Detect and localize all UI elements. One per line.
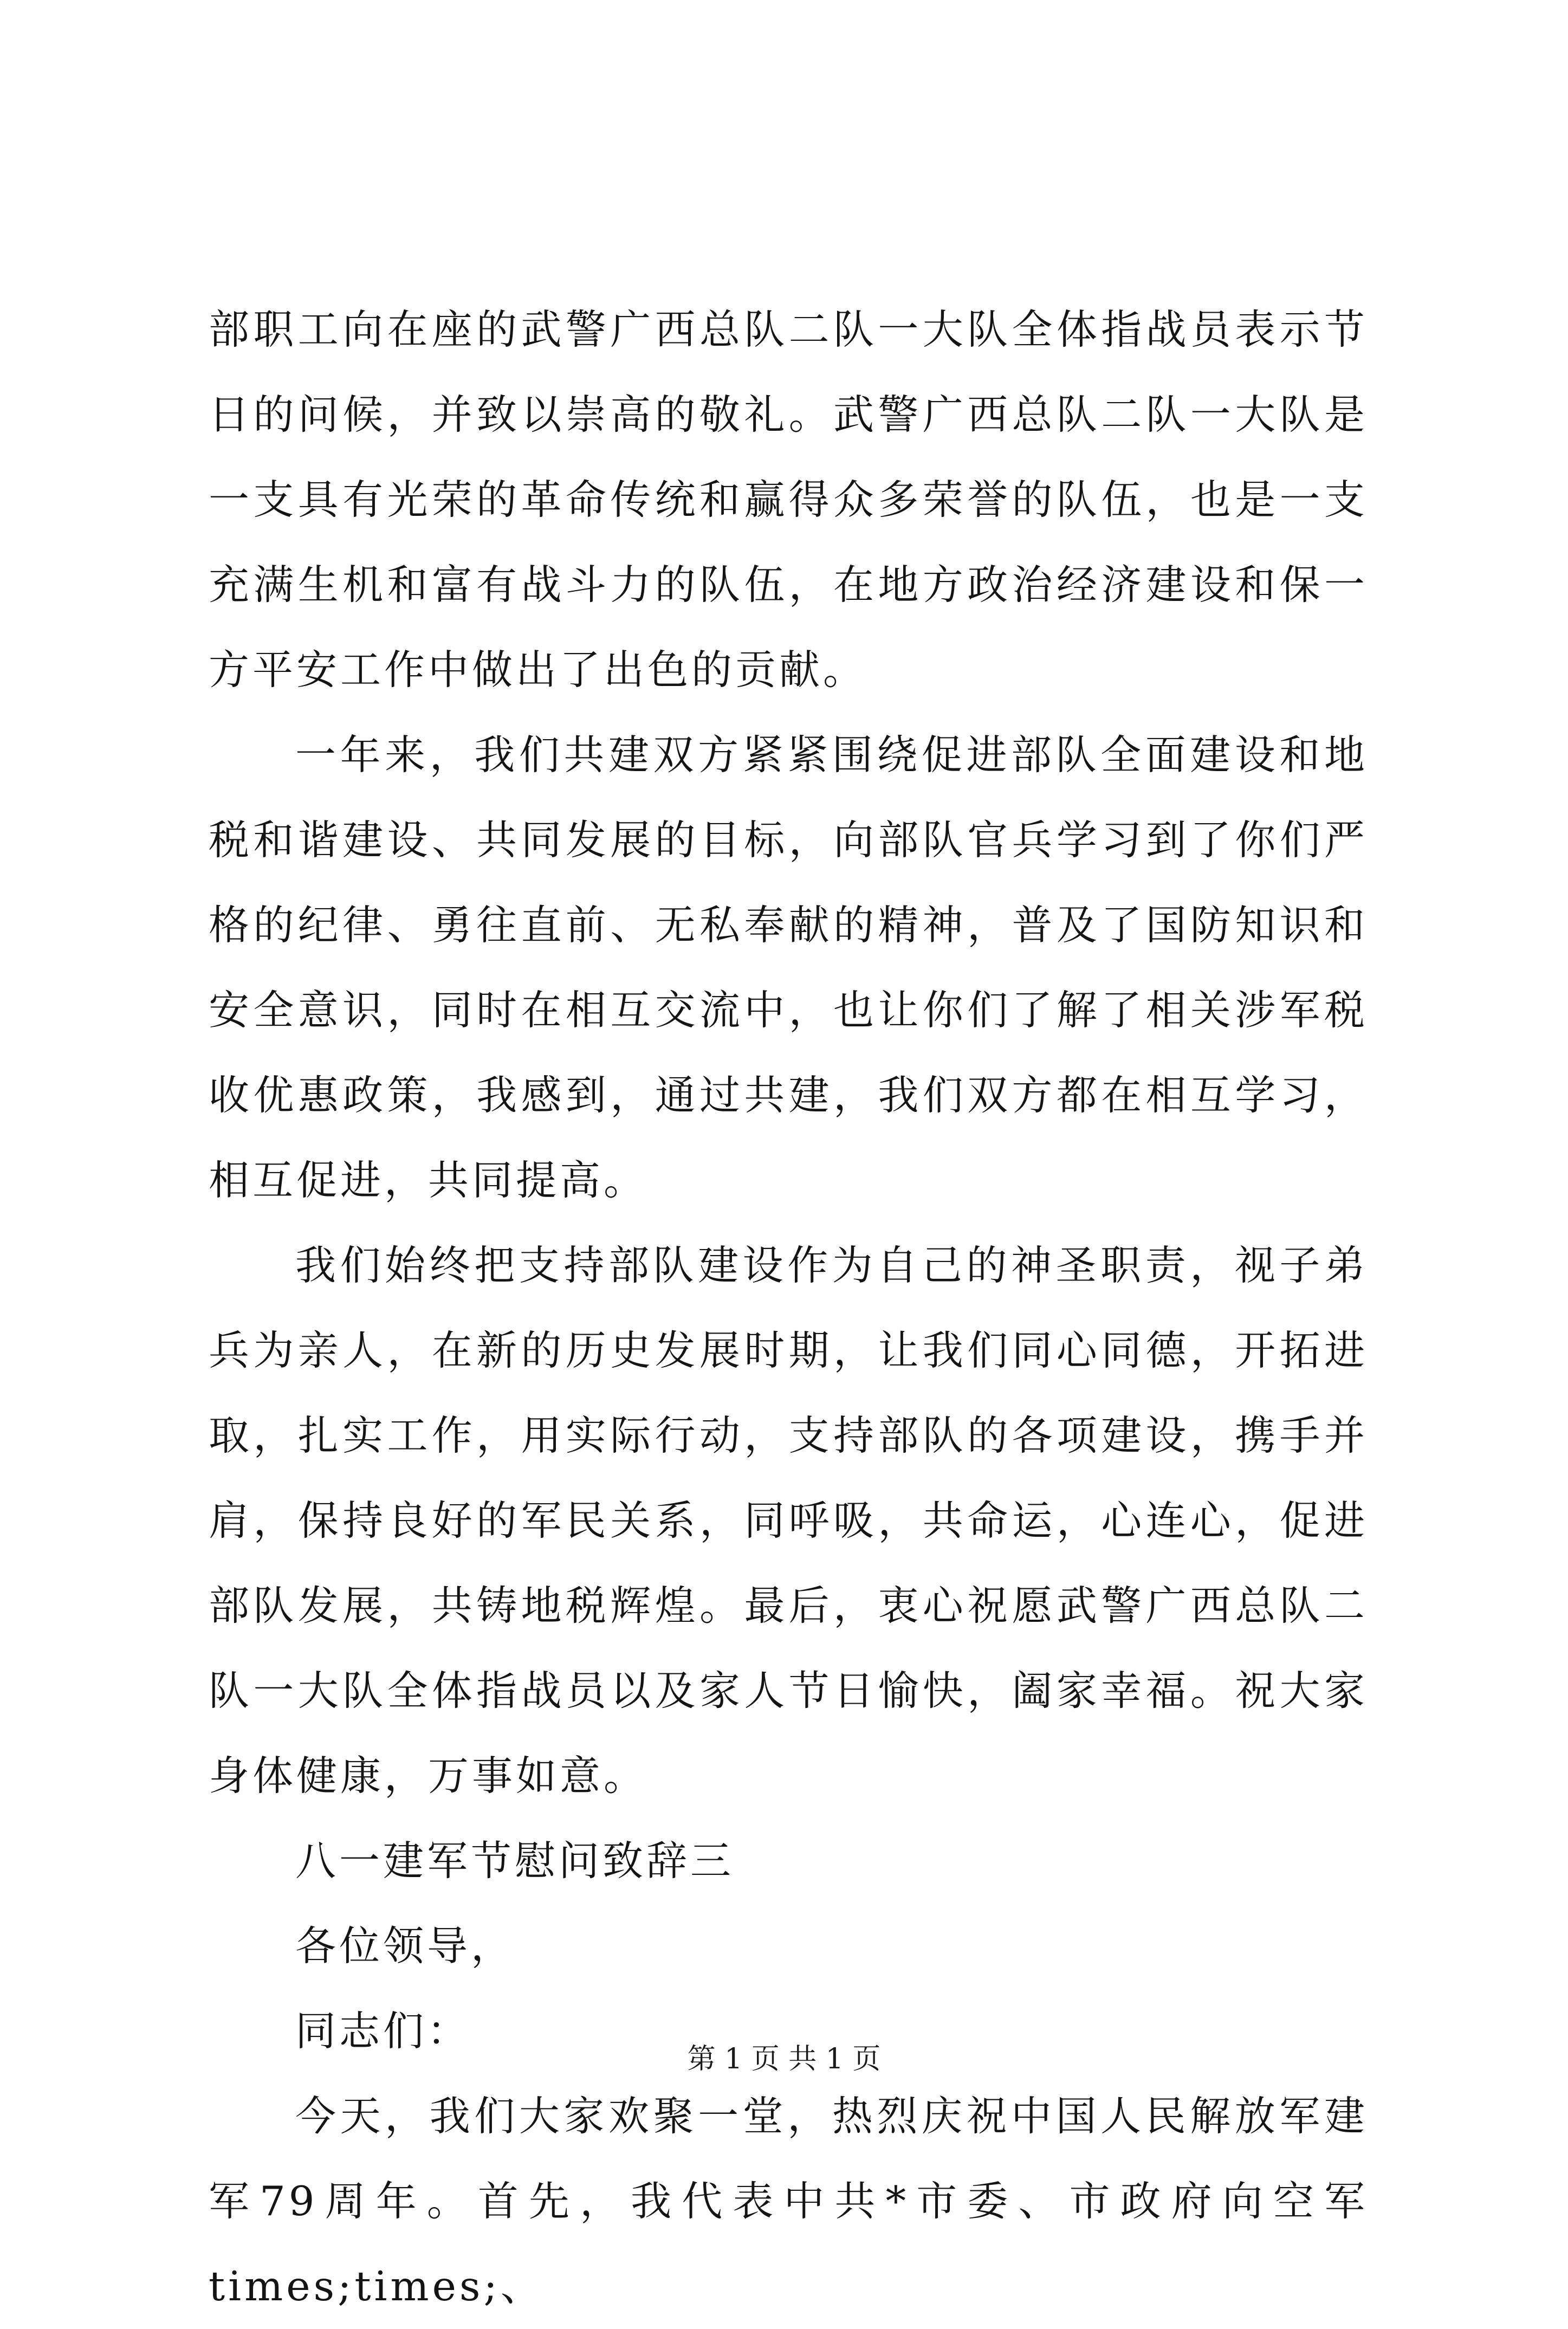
paragraph-3: 我们始终把支持部队建设作为自己的神圣职责，视子弟兵为亲人，在新的历史发展时期，让我们同心同德，开拓进取，扎实工作，用实际行动，支持部队的各项建设，携手并肩，保持良好的军民关系，同呼吸，共命运，心连心，促进部队发展，共铸地税辉煌。最后，衷心祝愿武警广西总队二队一大队全体指战员以及家人节日愉快，阖家幸福。祝大家身体健康，万事如意。 [209, 1241, 1368, 1800]
section-heading: 八一建军节慰问致辞三 [295, 1837, 735, 1885]
salutation-leaders: 各位领导， [295, 1922, 515, 1970]
paragraph-2: 一年来，我们共建双方紧紧围绕促进部队全面建设和地税和谐建设、共同发展的目标，向部队官兵学习到了你们严格的纪律、勇往直前、无私奉献的精神，普及了国防知识和安全意识，同时在相互交流中，也让你们了解了相关涉军税收优惠政策，我感到，通过共建，我们双方都在相互学习，相互促进，共同提高。 [209, 731, 1368, 1204]
document-body [209, 287, 1368, 2329]
page-footer: 第 1 页 共 1 页 [687, 2043, 881, 2075]
paragraph-1: 部职工向在座的武警广西总队二队一大队全体指战员表示节日的问候，并致以崇高的敬礼。武警广西总队二队一大队是一支具有光荣的革命传统和赢得众多荣誉的队伍，也是一支充满生机和富有战斗力的队伍，在地方政治经济建设和保一方平安工作中做出了出色的贡献。 [209, 306, 1368, 694]
salutation-comrades: 同志们： [295, 2007, 471, 2055]
paragraph-final: 今天，我们大家欢聚一堂，热烈庆祝中国人民解放军建军79周年。首先，我代表中共*市委、市政府向空军times;times;、 [209, 2092, 1368, 2310]
